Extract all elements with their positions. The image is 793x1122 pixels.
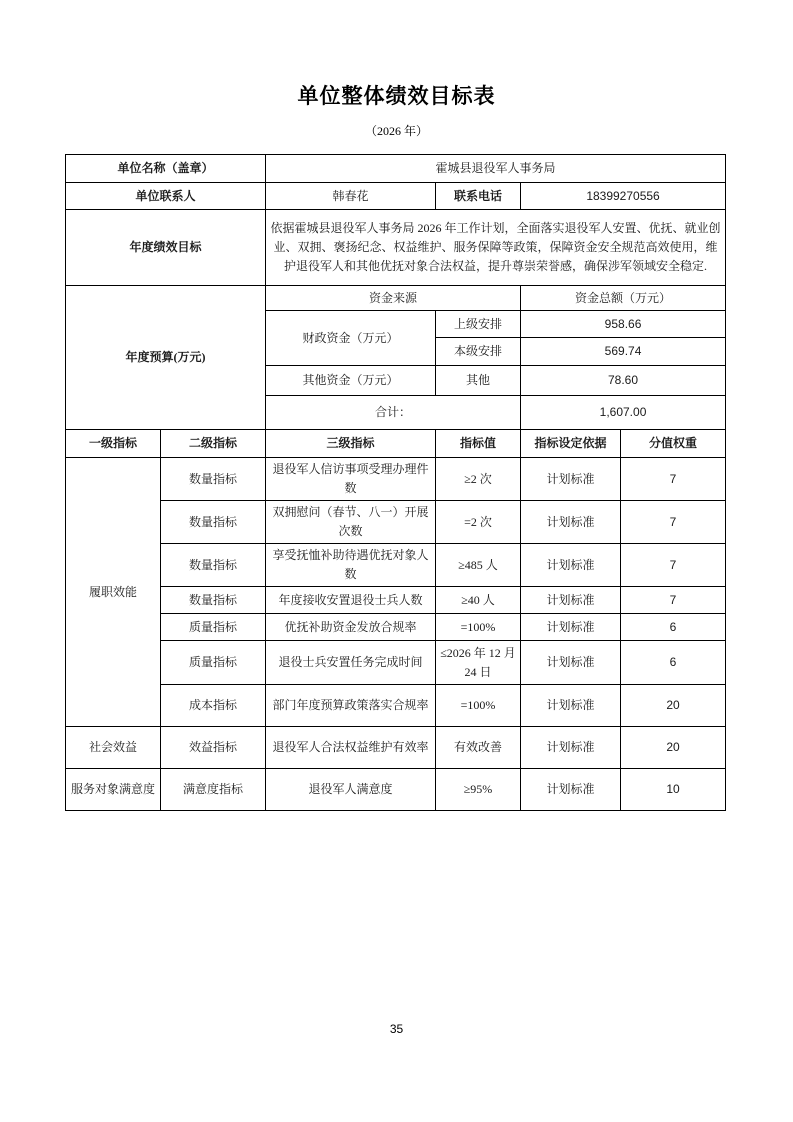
indicator-value: =100% [436,614,521,641]
header-level3: 三级指标 [266,430,436,458]
indicator-value: ≥40 人 [436,587,521,614]
budget-fiscal-label: 财政资金（万元） [266,311,436,366]
level2-cell: 数量指标 [161,501,266,544]
indicator-row [66,727,726,769]
annual-goal-text: 依据霍城县退役军人事务局 2026 年工作计划，全面落实退役军人安置、优抚、就业创业、双拥、褒扬纪念、权益维护、服务保障等政策，保障资金安全规范高效使用，维护退役军人和其他优抚对象合法权益，提升尊崇荣誉感，确保涉军领域安全稳定. [266,210,726,286]
indicator-weight: 7 [621,544,726,587]
level2-cell: 质量指标 [161,641,266,685]
budget-other-label: 其他资金（万元） [266,366,436,396]
budget-total-header: 资金总额（万元） [521,286,726,311]
indicator-row [66,614,726,641]
level3-cell: 年度接收安置退役士兵人数 [266,587,436,614]
level2-cell: 质量指标 [161,614,266,641]
indicator-value: ≥2 次 [436,458,521,501]
budget-upper-label: 上级安排 [436,311,521,338]
indicator-basis: 计划标准 [521,544,621,587]
header-weight: 分值权重 [621,430,726,458]
level1-cell: 履职效能 [66,458,161,727]
performance-target-table [65,154,726,811]
level2-cell: 满意度指标 [161,769,266,811]
level3-cell: 部门年度预算政策落实合规率 [266,685,436,727]
indicator-basis: 计划标准 [521,769,621,811]
indicator-row [66,685,726,727]
indicator-value: =2 次 [436,501,521,544]
budget-local-value: 569.74 [521,338,726,366]
indicator-value: =100% [436,685,521,727]
budget-source-header: 资金来源 [266,286,521,311]
indicator-weight: 7 [621,587,726,614]
level3-cell: 双拥慰问（春节、八一）开展次数 [266,501,436,544]
indicator-weight: 6 [621,641,726,685]
budget-total-value: 1,607.00 [521,396,726,430]
level2-cell: 成本指标 [161,685,266,727]
phone-value: 18399270556 [521,183,726,210]
level3-cell: 享受抚恤补助待遇优抚对象人数 [266,544,436,587]
header-level1: 一级指标 [66,430,161,458]
level2-cell: 数量指标 [161,544,266,587]
indicator-basis: 计划标准 [521,458,621,501]
indicator-value: ≤2026 年 12 月 24 日 [436,641,521,685]
header-basis: 指标设定依据 [521,430,621,458]
header-level2: 二级指标 [161,430,266,458]
header-value: 指标值 [436,430,521,458]
level2-cell: 数量指标 [161,587,266,614]
indicator-weight: 10 [621,769,726,811]
indicator-weight: 20 [621,727,726,769]
budget-label: 年度预算(万元) [66,286,266,430]
indicator-value: 有效改善 [436,727,521,769]
indicator-basis: 计划标准 [521,685,621,727]
indicator-value: ≥95% [436,769,521,811]
level2-cell: 效益指标 [161,727,266,769]
indicator-basis: 计划标准 [521,501,621,544]
indicator-basis: 计划标准 [521,614,621,641]
budget-upper-value: 958.66 [521,311,726,338]
unit-name-label: 单位名称（盖章） [66,155,266,183]
indicator-row [66,501,726,544]
page-subtitle: （2026 年） [364,124,428,138]
indicator-weight: 7 [621,501,726,544]
contact-label: 单位联系人 [66,183,266,210]
table-row [66,286,726,311]
level3-cell: 退役军人合法权益维护有效率 [266,727,436,769]
phone-label: 联系电话 [436,183,521,210]
indicator-row [66,544,726,587]
indicator-row [66,641,726,685]
indicator-basis: 计划标准 [521,641,621,685]
level3-cell: 退役军人信访事项受理办理件数 [266,458,436,501]
contact-name-value: 韩春花 [266,183,436,210]
table-row [66,155,726,183]
indicator-weight: 7 [621,458,726,501]
indicator-value: ≥485 人 [436,544,521,587]
indicator-weight: 6 [621,614,726,641]
level1-cell: 社会效益 [66,727,161,769]
indicator-basis: 计划标准 [521,587,621,614]
indicator-row [66,458,726,501]
budget-total-label: 合计： [266,396,521,430]
budget-other-sub-label: 其他 [436,366,521,396]
level3-cell: 退役军人满意度 [266,769,436,811]
page-title: 单位整体绩效目标表 [297,84,496,108]
level3-cell: 优抚补助资金发放合规率 [266,614,436,641]
indicator-row [66,769,726,811]
indicator-basis: 计划标准 [521,727,621,769]
level3-cell: 退役士兵安置任务完成时间 [266,641,436,685]
table-row [66,183,726,210]
level1-cell: 服务对象满意度 [66,769,161,811]
indicator-header-row [66,430,726,458]
annual-goal-label: 年度绩效目标 [66,210,266,286]
table-row [66,210,726,286]
indicator-row [66,587,726,614]
unit-name-value: 霍城县退役军人事务局 [266,155,726,183]
page-number: 35 [389,1022,404,1036]
indicator-weight: 20 [621,685,726,727]
budget-local-label: 本级安排 [436,338,521,366]
budget-other-value: 78.60 [521,366,726,396]
level2-cell: 数量指标 [161,458,266,501]
